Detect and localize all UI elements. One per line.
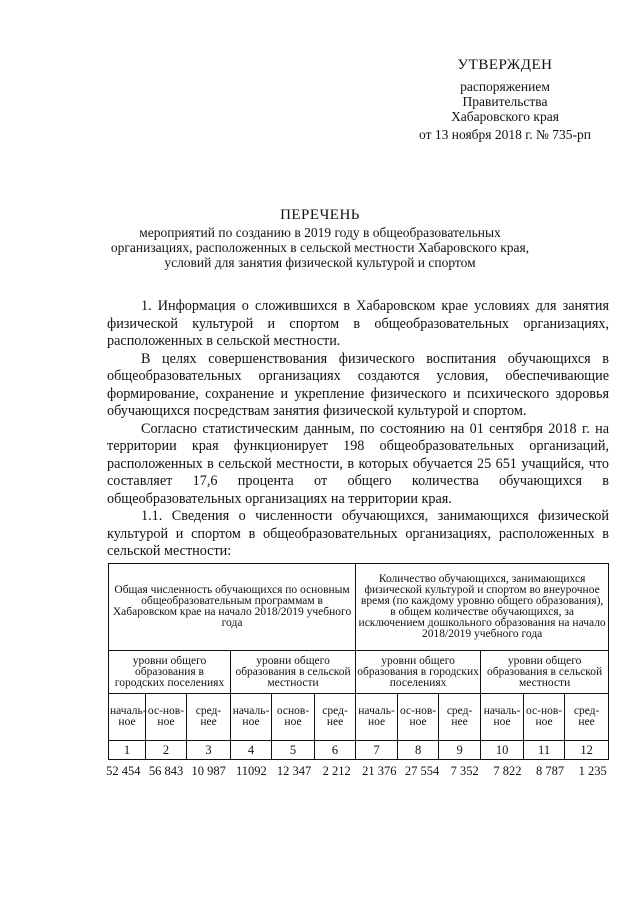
level-header: ос-нов-ное	[524, 694, 565, 741]
total-value: 1 235	[578, 764, 607, 778]
header-total-students: Общая численность обучающихся по основным общеобразовательным программам в Хабаровском крае на начало 2018/2019 учебного года	[109, 564, 356, 651]
approval-line-4: от 13 ноября 2018 г. № 735-рп	[419, 127, 591, 142]
column-number: 5	[272, 741, 315, 760]
paragraph-4: 1.1. Сведения о численности обучающихся, занимающихся физической культурой и спортом в общеобразовательных организациях, расположенных в сельской местности:	[107, 508, 609, 559]
subheader-urban-1: уровни общего образования в городских поселениях	[109, 651, 231, 694]
totals-row	[102, 764, 614, 779]
column-number: 7	[356, 741, 398, 760]
column-number: 6	[315, 741, 356, 760]
subheader-rural-2: уровни общего образования в сельской местности	[481, 651, 609, 694]
document-subtitle: мероприятий по созданию в 2019 году в общеобразовательных организациях, расположенных в сельской местности Хабаровского края, условий для занятия физической культурой и спортом	[110, 225, 530, 270]
level-header: сред-нее	[315, 694, 356, 741]
column-number: 2	[146, 741, 187, 760]
column-number: 8	[398, 741, 439, 760]
approval-line-3: Хабаровского края	[451, 109, 559, 124]
column-number: 11	[524, 741, 565, 760]
total-value: 10 987	[191, 764, 226, 778]
approval-line-1: распоряжением	[460, 79, 550, 94]
paragraph-3: Согласно статистическим данным, по состоянию на 01 сентября 2018 г. на территории края функционирует 198 общеобразовательных организаций, расположенных в сельской местности, в которых обучается 25 651 учащийся, что составляет 17,6 процента от общего количества обучающихся в общеобразовательных организациях на территории края.	[107, 420, 609, 507]
column-number: 10	[481, 741, 524, 760]
level-header: сред-нее	[439, 694, 481, 741]
subheader-urban-2: уровни общего образования в городских поселениях	[356, 651, 481, 694]
paragraph-1: 1. Информация о сложившихся в Хабаровском крае условиях для занятия физической культурой и спортом в общеобразовательных организациях, расположенных в сельской местности.	[107, 298, 609, 349]
approval-heading: УТВЕРЖДЕН	[457, 57, 553, 73]
level-header: сред-нее	[565, 694, 609, 741]
level-header: ос-нов-ное	[146, 694, 187, 741]
document-title: ПЕРЕЧЕНЬ	[280, 207, 360, 223]
paragraph-2: В целях совершенствования физического воспитания обучающихся в общеобразовательных организациях создаются условия, обеспечивающие формирование, сохранение и укрепление физического и психического здоровья обучающихся посредствам занятия физической культурой и спортом.	[107, 350, 609, 419]
total-value: 7 822	[493, 764, 522, 778]
total-value: 11092	[235, 764, 267, 778]
total-value: 8 787	[535, 764, 565, 778]
level-header: основ-ное	[272, 694, 315, 741]
total-value: 27 554	[404, 764, 440, 778]
document-body	[107, 298, 609, 561]
approval-line-2: Правительства	[462, 94, 548, 109]
level-header: началь-ное	[356, 694, 398, 741]
total-value: 2 212	[322, 764, 351, 778]
total-value: 12 347	[276, 764, 312, 778]
level-header: сред-нее	[187, 694, 231, 741]
column-number: 12	[565, 741, 609, 760]
column-number: 1	[109, 741, 146, 760]
level-header: началь-ное	[481, 694, 524, 741]
subheader-rural-1: уровни общего образования в сельской местности	[231, 651, 356, 694]
total-value: 56 843	[148, 764, 184, 778]
column-number: 3	[187, 741, 231, 760]
level-header: началь-ное	[231, 694, 272, 741]
students-table	[108, 563, 609, 760]
approval-block	[400, 58, 610, 142]
total-value: 21 376	[362, 764, 397, 778]
total-value: 52 454	[106, 764, 141, 778]
level-header: началь-ное	[109, 694, 146, 741]
level-header: ос-нов-ное	[398, 694, 439, 741]
header-sport-students: Количество обучающихся, занимающихся физической культурой и спортом во внеурочное время (по каждому уровню общего образования), в общем количестве обучающихся, за исключением дошкольного образования на начало 2018/2019 учебного года	[356, 564, 609, 651]
column-number: 9	[439, 741, 481, 760]
total-value: 7 352	[450, 764, 479, 778]
column-number: 4	[231, 741, 272, 760]
